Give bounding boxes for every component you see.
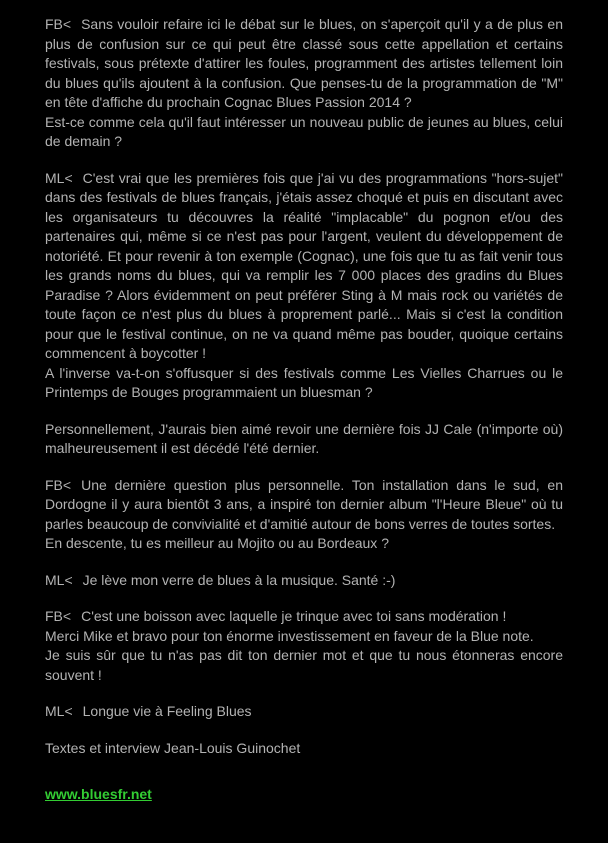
paragraph-text: Textes et interview Jean-Louis Guinochet bbox=[45, 739, 301, 756]
paragraph bbox=[45, 534, 563, 554]
interview-block-ml-aside bbox=[45, 420, 563, 459]
interview-block-fb-question-2 bbox=[45, 476, 563, 554]
paragraph-text: Sans vouloir refaire ici le débat sur le blues, on s'aperçoit qu'il y a de plus en plus de confusion sur ce qui peut être classé sous cette appellation et certains festivals, sous prétexte d'attirer les foules, programment des artistes tellement loin du blues qu'ils ajoutent à la confusion. Que penses-tu de la programmation de "M" en tête d'affiche du prochain Cognac Blues Passion 2014 ? bbox=[45, 16, 563, 110]
footer bbox=[45, 785, 563, 805]
speaker-label: FB< bbox=[45, 608, 72, 624]
paragraph-text: Personnellement, J'aurais bien aimé revoir une dernière fois JJ Cale (n'importe où) malheureusement il est décédé l'été dernier. bbox=[45, 420, 563, 456]
credit-text bbox=[45, 739, 563, 759]
paragraph-text: Je lève mon verre de blues à la musique. Santé :-) bbox=[82, 571, 396, 588]
paragraph-text: C'est une boisson avec laquelle je trinque avec toi sans modération ! bbox=[81, 608, 507, 624]
paragraph bbox=[45, 113, 563, 152]
paragraph bbox=[45, 169, 563, 364]
paragraph-text: En descente, tu es meilleur au Mojito ou au Bordeaux ? bbox=[45, 535, 389, 551]
interview-block-fb-closing bbox=[45, 607, 563, 685]
paragraph-text: Est-ce comme cela qu'il faut intéresser un nouveau public de jeunes au blues, celui de demain ? bbox=[45, 113, 563, 149]
credit-block bbox=[45, 739, 563, 759]
interview-block-ml-toast bbox=[45, 571, 563, 591]
paragraph-text: Une dernière question plus personnelle. Ton installation dans le sud, en Dordogne il y aura bientôt 3 ans, a inspiré ton dernier album "l'Heure Bleue" où tu parles beaucoup de convivialité et d'amitié autour de bons verres de toutes sortes. bbox=[45, 476, 563, 532]
paragraph bbox=[45, 571, 563, 591]
paragraph bbox=[45, 364, 563, 403]
speaker-label: FB< bbox=[45, 476, 72, 493]
paragraph-text: Je suis sûr que tu n'as pas dit ton dernier mot et que tu nous étonneras encore souvent ! bbox=[45, 647, 563, 683]
interview-block-ml-closing bbox=[45, 702, 563, 722]
speaker-label: FB< bbox=[45, 16, 72, 32]
paragraph bbox=[45, 420, 563, 459]
paragraph bbox=[45, 607, 563, 627]
paragraph-text: C'est vrai que les premières fois que j'ai vu des programmations "hors-sujet" dans des festivals de blues français, j'étais assez choqué et puis en discutant avec les organisateurs tu découvres la réalité "implacable" du pognon et/ou des partenaires qui, même si ce n'est pas pour l'argent, veulent du développement de notoriété. Et pour revenir à ton exemple (Cognac), une fois que tu as fait venir tous les grands noms du blues, qui va remplir les 7 000 places des gradins du Blues Paradise ? Alors évidemment on peut préférer Sting à M mais rock ou variétés de toute façon ce n'est plus du blues à proprement parlé... Mais si c'est la condition pour que le festival continue, on ne va quand même pas bouder, quoique certains commencent à boycotter ! bbox=[45, 169, 563, 361]
paragraph-text: Merci Mike et bravo pour ton énorme investissement en faveur de la Blue note. bbox=[45, 627, 534, 644]
paragraph-text: Longue vie à Feeling Blues bbox=[82, 703, 252, 719]
speaker-label: ML< bbox=[45, 703, 73, 719]
paragraph-text: A l'inverse va-t-on s'offusquer si des festivals comme Les Vielles Charrues ou le Printemps de Bouges programmaient un bluesman ? bbox=[45, 364, 563, 400]
paragraph bbox=[45, 646, 563, 685]
interview-block-ml-answer-1 bbox=[45, 169, 563, 403]
paragraph bbox=[45, 627, 563, 647]
speaker-label: ML< bbox=[45, 169, 73, 186]
speaker-label: ML< bbox=[45, 571, 73, 588]
paragraph bbox=[45, 476, 563, 535]
paragraph bbox=[45, 15, 563, 113]
bluesfr-link[interactable]: www.bluesfr.net bbox=[45, 786, 152, 802]
interview-block-fb-question-1 bbox=[45, 15, 563, 152]
paragraph bbox=[45, 702, 563, 722]
